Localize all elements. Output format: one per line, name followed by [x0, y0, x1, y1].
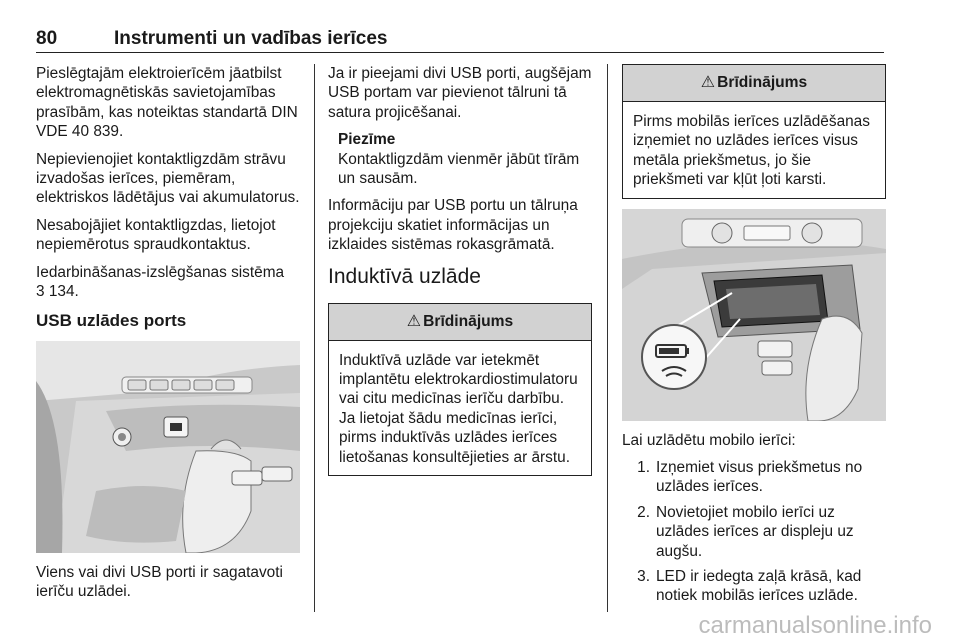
step-text: Novietojiet mobilo ierīci uz uzlādes ierīces ar displeju uz augšu. [656, 503, 854, 560]
warning-text: Pirms mobilās ierīces uzlādēšanas izņemiet no uzlādes ierīces visus metāla priekšmetus, jo šie priekšmeti var kļūt ļoti karsti. [633, 113, 870, 189]
paragraph: Lai uzlādētu mobilo ierīci: [622, 431, 796, 449]
note-text: Kontaktligzdām vienmēr jābūt tīrām un sausām. [338, 150, 580, 188]
paragraph: Nepievienojiet kontaktligzdām strāvu izvadošas ierīces, piemēram, elektriskos lādētājus vai akumulatorus. [36, 150, 300, 207]
warning-triangle-icon: ⚠ [406, 312, 422, 330]
step-number: 1. [637, 459, 650, 477]
step-text: Izņemiet visus priekšmetus no uzlādes ierīces. [656, 459, 863, 496]
image-caption: Viens vai divi USB porti ir sagatavoti ierīču uzlādei. [36, 563, 283, 601]
warning-header [623, 65, 885, 102]
column-right [622, 64, 886, 612]
warning-header [329, 304, 591, 341]
column-divider [314, 64, 315, 612]
section-heading: Induktīvā uzlāde [328, 264, 481, 288]
step-number: 3. [637, 568, 650, 586]
warning-box [328, 303, 592, 476]
warning-text: Induktīvā uzlāde var ietekmēt implantētu elektrokardiostimulatoru vai citu medicīnas ierīču darbību. Ja lietojat šādu medicīnas ierīci, pirms induktīvās uzlādes ierīces lietošanas konsultējieties ar ārstu. [339, 351, 578, 466]
page-number: 80 [36, 28, 58, 49]
paragraph: Nesabojājiet kontaktligzdas, lietojot nepiemērotus spraudkontaktus. [36, 216, 276, 254]
watermark: carmanualsonline.info [698, 612, 932, 639]
section-heading: USB uzlādes ports [36, 311, 187, 331]
paragraph: Ja ir pieejami divi USB porti, augšējam USB portam var pievienot tālruni tā satura projicēšanai. [328, 65, 592, 121]
paragraph: Pieslēgtajām elektroierīcēm jāatbilst elektromagnētiskās savietojamības prasībām, kas noteiktas standartā DIN VDE 40 839. [36, 65, 298, 141]
column-divider [607, 64, 608, 612]
usb-port-illustration [36, 341, 300, 553]
note-title: Piezīme [338, 131, 396, 149]
paragraph [36, 263, 300, 302]
warning-triangle-icon: ⚠ [700, 74, 716, 92]
list-item [622, 567, 886, 606]
column-left [36, 64, 300, 610]
chapter-title: Instrumenti un vadības ierīces [114, 28, 388, 49]
warning-title: Brīdinājums [423, 312, 514, 330]
page-header [36, 28, 884, 53]
column-middle [328, 64, 592, 486]
paragraph: Informāciju par USB portu un tālruņa projekciju skatiet informācijas un izklaides sistēmas rokasgrāmatā. [328, 197, 578, 254]
step-number: 2. [637, 503, 650, 521]
note-block [328, 130, 592, 188]
warning-box [622, 64, 886, 199]
inductive-charging-illustration [622, 209, 886, 421]
cross-reference-link[interactable]: 3 134. [36, 283, 79, 301]
warning-title: Brīdinājums [717, 74, 808, 92]
paragraph-text: Iedarbināšanas-izslēgšanas sistēma [36, 263, 285, 281]
list-item [622, 503, 886, 561]
list-item [622, 458, 886, 497]
step-text: LED ir iedegta zaļā krāsā, kad notiek mobilās ierīces uzlāde. [656, 568, 862, 605]
steps-list [622, 458, 886, 606]
